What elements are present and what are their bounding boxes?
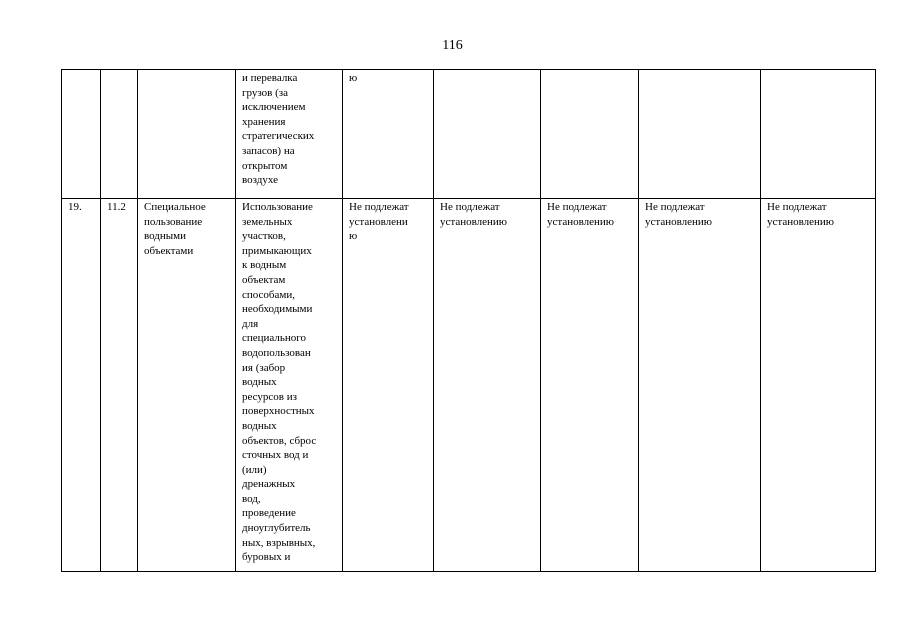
table-cell-param-1: Не подлежат установлени ю bbox=[343, 199, 434, 572]
table-cell-param-2: Не подлежат установлению bbox=[434, 199, 541, 572]
table-cell-name: Специальное пользование водными объектами bbox=[138, 199, 236, 572]
table-cell-param-1: ю bbox=[343, 70, 434, 199]
table-cell-param-5: Не подлежат установлению bbox=[761, 199, 876, 572]
table-cell-param-2 bbox=[434, 70, 541, 199]
table-row bbox=[62, 70, 876, 199]
table-row bbox=[62, 199, 876, 572]
table-cell-description: Использование земельных участков, примыкающих к водным объектам способами, необходимыми для специального водопользован ия (забор водных ресурсов из поверхностных водных объектов, сброс сточных вод и (или) дренажных вод, проведение дноуглубитель ных, взрывных, буровых и bbox=[236, 199, 343, 572]
land-use-table bbox=[61, 69, 876, 572]
table-cell-number: 19. bbox=[62, 199, 101, 572]
table-cell-number bbox=[62, 70, 101, 199]
table-cell-param-3: Не подлежат установлению bbox=[541, 199, 639, 572]
table-cell-name bbox=[138, 70, 236, 199]
table-cell-code: 11.2 bbox=[101, 199, 138, 572]
page-number: 116 bbox=[442, 38, 463, 53]
table-cell-param-3 bbox=[541, 70, 639, 199]
table-cell-param-4 bbox=[639, 70, 761, 199]
table-cell-param-4: Не подлежат установлению bbox=[639, 199, 761, 572]
table-cell-param-5 bbox=[761, 70, 876, 199]
table-cell-code bbox=[101, 70, 138, 199]
table-cell-description: и перевалка грузов (за исключением хранения стратегических запасов) на открытом воздухе bbox=[236, 70, 343, 199]
